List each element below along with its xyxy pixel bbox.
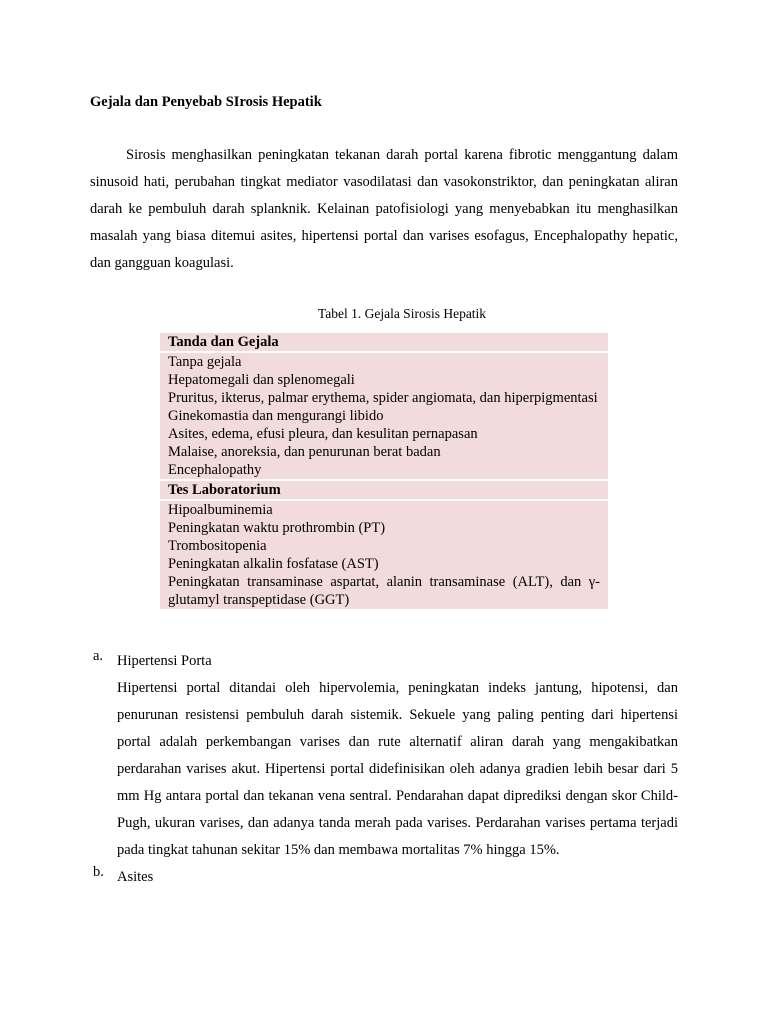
list-item-hipertensi-porta [90, 648, 678, 864]
list-item-body: Hipertensi portal ditandai oleh hipervolemia, peningkatan indeks jantung, hipotensi, dan penurunan resistensi pembuluh darah sistemik. Sekuele yang paling penting dari hipertensi portal adalah perkembangan varises dan rute alternatif aliran darah yang mengakibatkan perdarahan varises akut. Hipertensi portal didefinisikan oleh adanya gradien lebih besar dari 5 mm Hg antara portal dan tekanan vena sentral. Pendarahan dapat diprediksi dengan skor Child-Pugh, ukuran varises, dan adanya tanda merah pada varises. Perdarahan varises pertama terjadi pada tingkat tahunan sekitar 15% dan membawa mortalitas 7% hingga 15%. [117, 680, 678, 858]
list-item-asites [90, 864, 678, 891]
table-row: Malaise, anoreksia, dan penurunan berat badan [168, 444, 441, 460]
table-section-heading-row [160, 333, 608, 352]
table-row: Asites, edema, efusi pleura, dan kesulitan pernapasan [168, 426, 478, 442]
intro-paragraph: Sirosis menghasilkan peningkatan tekanan darah portal karena fibrotic menggantung dalam sinusoid hati, perubahan tingkat mediator vasodilatasi dan vasokonstriktor, dan peningkatan aliran darah ke pembuluh darah splanknik. Kelainan patofisiologi yang menyebabkan itu menghasilkan masalah yang biasa ditemui asites, hipertensi portal dan varises esofagus, Encephalopathy hepatic, dan gangguan koagulasi. [90, 147, 678, 271]
table-row: Pruritus, ikterus, palmar erythema, spider angiomata, dan hiperpigmentasi [168, 390, 598, 406]
table-row: Hepatomegali dan splenomegali [168, 372, 355, 388]
lab-tests-cell [160, 500, 608, 610]
section-heading-lab-tests: Tes Laboratorium [160, 480, 608, 500]
section-heading-signs-symptoms: Tanda dan Gejala [160, 333, 608, 352]
list-marker: a. [93, 648, 104, 664]
table-row: Tanpa gejala [168, 354, 242, 370]
table-caption: Tabel 1. Gejala Sirosis Hepatik [317, 306, 487, 321]
section-list [90, 648, 678, 891]
table-section-body-row [160, 352, 608, 480]
list-item-heading: Asites [117, 869, 154, 885]
table-row: Ginekomastia dan mengurangi libido [168, 408, 384, 424]
signs-symptoms-cell [160, 352, 608, 480]
table-row: Trombositopenia [168, 538, 267, 554]
table-section-heading-row [160, 480, 608, 500]
table-row: Peningkatan transaminase aspartat, alanin transaminase (ALT), dan γ-glutamyl transpeptidase (GGT) [168, 574, 600, 608]
table-section-body-row [160, 500, 608, 610]
list-marker: b. [93, 864, 104, 880]
symptoms-table [160, 333, 608, 611]
table-row: Peningkatan alkalin fosfatase (AST) [168, 556, 379, 572]
list-item-heading: Hipertensi Porta [117, 653, 212, 669]
table-row: Peningkatan waktu prothrombin (PT) [168, 520, 386, 536]
table-row: Encephalopathy [168, 462, 262, 478]
table-row: Hipoalbuminemia [168, 502, 273, 518]
page-title: Gejala dan Penyebab SIrosis Hepatik [90, 94, 322, 110]
